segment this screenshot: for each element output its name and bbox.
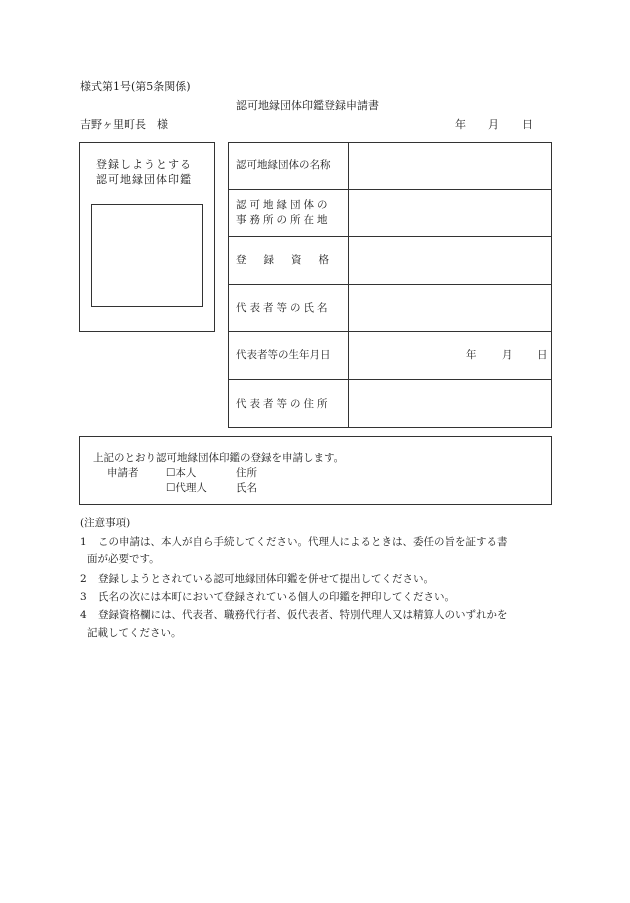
row-label-rep-name: 代表者等の氏名 (236, 302, 331, 314)
option-agent (166, 481, 207, 495)
table-row-divider (228, 284, 552, 285)
table-row-divider (228, 189, 552, 190)
option-agent-label: 代理人 (175, 482, 207, 494)
birth-day-label: 日 (537, 349, 548, 361)
note-3-number: 3 (80, 591, 87, 603)
row-label-group-name: 認可地縁団体の名称 (236, 159, 331, 171)
note-4-number: 4 (80, 609, 87, 621)
application-box (79, 436, 552, 505)
date-day-label: 日 (522, 118, 533, 131)
note-3-line1: 氏名の次には本町において登録されている個人の印鑑を押印してください。 (98, 591, 455, 603)
rep-address-field[interactable] (350, 381, 550, 427)
table-row-divider (228, 331, 552, 332)
birth-year-label: 年 (466, 349, 477, 361)
date-month-label: 月 (488, 118, 499, 131)
note-1-number: 1 (80, 536, 87, 548)
option-self (166, 466, 196, 480)
notes-heading: (注意事項) (80, 517, 131, 529)
row-label-rep-address: 代表者等の住所 (236, 398, 331, 410)
row-label-office-line2: 事務所の所在地 (236, 214, 331, 226)
group-name-field[interactable] (350, 144, 550, 188)
row-label-office-line1: 認可地縁団体の (236, 199, 331, 211)
note-1-line1: この申請は、本人が自ら手続してください。代理人によるときは、委任の旨を証する書 (98, 536, 508, 548)
option-self-label: 本人 (175, 467, 197, 479)
addressee: 吉野ヶ里町長 様 (80, 118, 168, 131)
table-row-divider (228, 236, 552, 237)
note-1-line2: 面が必要です。 (87, 553, 160, 565)
table-row-divider (228, 379, 552, 380)
rep-birthdate-field[interactable] (350, 333, 460, 378)
date-year-label: 年 (455, 118, 466, 131)
checkbox-agent[interactable]: ☐ (166, 482, 176, 494)
name-label: 氏名 (236, 482, 257, 494)
row-label-qualification: 登録資格 (236, 254, 346, 266)
note-4-line2: 記載してください。 (87, 627, 182, 639)
rep-name-field[interactable] (350, 286, 550, 330)
note-2-line1: 登録しようとされている認可地縁団体印鑑を併せて提出してください。 (98, 573, 434, 585)
applicant-label: 申請者 (107, 467, 139, 479)
form-number: 様式第1号(第5条関係) (80, 80, 191, 93)
address-label: 住所 (236, 467, 257, 479)
row-label-rep-birthdate: 代表者等の生年月日 (236, 349, 331, 361)
qualification-field[interactable] (350, 238, 550, 283)
seal-box-label-line2: 認可地縁団体印鑑 (96, 173, 192, 186)
table-column-divider (348, 142, 349, 428)
birth-month-label: 月 (502, 349, 513, 361)
office-address-field[interactable] (350, 191, 550, 235)
note-2-number: 2 (80, 573, 87, 585)
form-title: 認可地縁団体印鑑登録申請書 (236, 99, 379, 112)
checkbox-self[interactable]: ☐ (166, 467, 176, 479)
seal-impression-area (91, 204, 203, 307)
note-4-line1: 登録資格欄には、代表者、職務代行者、仮代表者、特別代理人又は精算人のいずれかを (98, 609, 508, 621)
application-statement: 上記のとおり認可地縁団体印鑑の登録を申請します。 (93, 452, 345, 464)
seal-box-label-line1: 登録しようとする (96, 158, 192, 171)
